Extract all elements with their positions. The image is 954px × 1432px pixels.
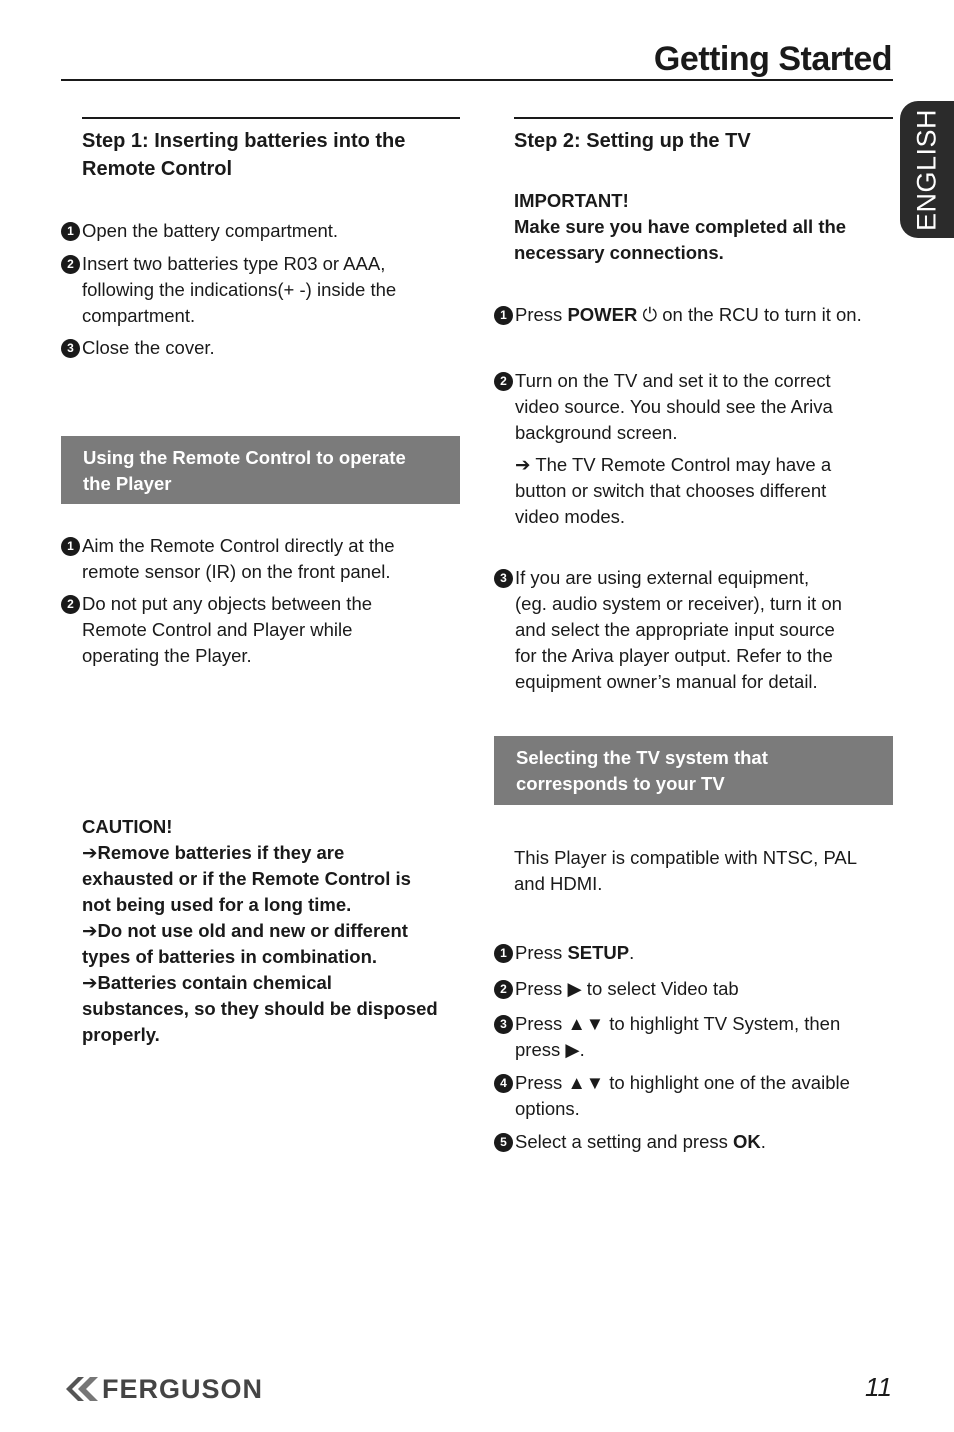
step1-item-text: Close the cover. — [82, 337, 215, 358]
number-3-icon: 3 — [494, 1015, 513, 1034]
step2-divider — [514, 117, 893, 119]
remote-control-banner — [61, 436, 460, 504]
tv-step-1 — [494, 940, 904, 966]
number-5-icon: 5 — [494, 1133, 513, 1152]
step1-item-text: compartment. — [82, 305, 196, 326]
tv-system-banner — [494, 736, 893, 805]
step2-item-3 — [494, 565, 904, 695]
step1-heading-line: Remote Control — [82, 158, 232, 180]
tv-intro — [514, 845, 894, 897]
number-3-icon: 3 — [61, 339, 80, 358]
number-3-icon: 3 — [494, 569, 513, 588]
number-1-icon: 1 — [494, 306, 513, 325]
important-line: Make sure you have completed all the — [514, 216, 847, 237]
banner-line: Selecting the TV system that — [516, 747, 768, 768]
step2-note-line: button or switch that chooses different — [515, 480, 827, 501]
tv-step-text: options. — [515, 1098, 580, 1119]
brand-name: FERGUSON — [102, 1373, 264, 1404]
title-divider — [61, 79, 893, 81]
step2-item-text: for the Ariva player output. Refer to the — [515, 645, 833, 666]
arrow-right-icon: ➔ — [82, 920, 98, 941]
step1-divider — [82, 117, 460, 119]
power-label: POWER — [567, 304, 638, 325]
step1-item-3 — [61, 335, 461, 361]
play-right-icon: ▶ — [567, 978, 582, 999]
number-4-icon: 4 — [494, 1074, 513, 1093]
remote-item-2 — [61, 591, 461, 669]
number-2-icon: 2 — [494, 980, 513, 999]
important-note — [514, 188, 894, 266]
number-1-icon: 1 — [61, 537, 80, 556]
step2-item-text: (eg. audio system or receiver), turn it on — [515, 593, 842, 614]
caution-line: types of batteries in combination. — [82, 946, 378, 967]
step2-note-line: video modes. — [515, 506, 626, 527]
number-2-icon: 2 — [61, 595, 80, 614]
ferguson-logo-icon — [64, 1374, 100, 1404]
page-title: Getting Started — [653, 40, 892, 78]
banner-line: Using the Remote Control to operate — [83, 447, 406, 468]
step1-item-1 — [61, 218, 461, 244]
page-number: 11 — [865, 1372, 892, 1402]
tv-step-3 — [494, 1011, 904, 1063]
number-1-icon: 1 — [494, 944, 513, 963]
tv-step-5 — [494, 1129, 904, 1155]
number-1-icon: 1 — [61, 222, 80, 241]
tv-step-text: Press ▲▼ to highlight TV System, then — [515, 1013, 841, 1034]
step2-item-text: and select the appropriate input source — [515, 619, 835, 640]
remote-item-text: Remote Control and Player while — [82, 619, 353, 640]
caution-line: properly. — [82, 1024, 160, 1045]
step1-heading-line: Step 1: Inserting batteries into the — [82, 130, 406, 152]
step2-item-2 — [494, 368, 904, 530]
remote-item-text: operating the Player. — [82, 645, 252, 666]
remote-item-text: remote sensor (IR) on the front panel. — [82, 561, 391, 582]
step1-item-2 — [61, 251, 461, 329]
remote-item-text: Do not put any objects between the — [82, 593, 373, 614]
step2-item-text: Turn on the TV and set it to the correct — [515, 370, 831, 391]
caution-line: ➔Remove batteries if they are — [82, 842, 345, 863]
caution-title: CAUTION! — [82, 816, 173, 837]
caution-line: substances, so they should be disposed — [82, 998, 438, 1019]
arrow-right-icon: ➔ — [82, 972, 98, 993]
tv-intro-line: and HDMI. — [514, 873, 603, 894]
tv-step-text: Press ▶ to select Video tab — [515, 978, 739, 999]
arrow-right-icon: ➔ — [515, 454, 531, 475]
language-tab-label: ENGLISH — [911, 108, 942, 231]
step2-item-1 — [494, 302, 904, 328]
tv-intro-line: This Player is compatible with NTSC, PAL — [514, 847, 858, 868]
number-2-icon: 2 — [494, 372, 513, 391]
step1-heading — [82, 127, 460, 183]
remote-item-text: Aim the Remote Control directly at the — [82, 535, 395, 556]
remote-item-1 — [61, 533, 461, 585]
language-tab — [900, 101, 954, 238]
caution-line: not being used for a long time. — [82, 894, 352, 915]
banner-line: the Player — [83, 473, 172, 494]
ok-label: OK — [733, 1131, 761, 1152]
important-title: IMPORTANT! — [514, 190, 629, 211]
tv-step-2 — [494, 976, 904, 1002]
up-down-icon: ▲▼ — [567, 1013, 605, 1034]
step1-item-text: following the indications(+ -) inside the — [82, 279, 397, 300]
caution-line: ➔Do not use old and new or different — [82, 920, 408, 941]
banner-line: corresponds to your TV — [516, 773, 725, 794]
tv-step-text: Press ▲▼ to highlight one of the avaible — [515, 1072, 850, 1093]
tv-step-text: press ▶. — [515, 1039, 585, 1060]
tv-step-text: Select a setting and press OK. — [515, 1131, 766, 1152]
caution-block — [82, 814, 467, 1048]
step1-item-text: Insert two batteries type R03 or AAA, — [82, 253, 386, 274]
arrow-right-icon: ➔ — [82, 842, 98, 863]
step2-item-text: background screen. — [515, 422, 678, 443]
step2-item-text: video source. You should see the Ariva — [515, 396, 833, 417]
step2-heading: Step 2: Setting up the TV — [514, 130, 751, 152]
caution-line: ➔Batteries contain chemical — [82, 972, 332, 993]
ferguson-logo — [64, 1372, 263, 1406]
power-icon: ⏻ — [642, 304, 658, 325]
caution-line: exhausted or if the Remote Control is — [82, 868, 411, 889]
step1-item-text: Open the battery compartment. — [82, 220, 339, 241]
tv-step-4 — [494, 1070, 904, 1122]
play-right-icon: ▶ — [565, 1039, 580, 1060]
step2-item-text: Press POWER ⏻ on the RCU to turn it on. — [515, 304, 862, 325]
up-down-icon: ▲▼ — [567, 1072, 605, 1093]
setup-label: SETUP — [567, 942, 630, 963]
important-line: necessary connections. — [514, 242, 724, 263]
number-2-icon: 2 — [61, 255, 80, 274]
step2-item-text: If you are using external equipment, — [515, 567, 810, 588]
step2-item-text: equipment owner’s manual for detail. — [515, 671, 818, 692]
tv-step-text: Press SETUP. — [515, 942, 635, 963]
step2-note-line: ➔ The TV Remote Control may have a — [515, 454, 832, 475]
